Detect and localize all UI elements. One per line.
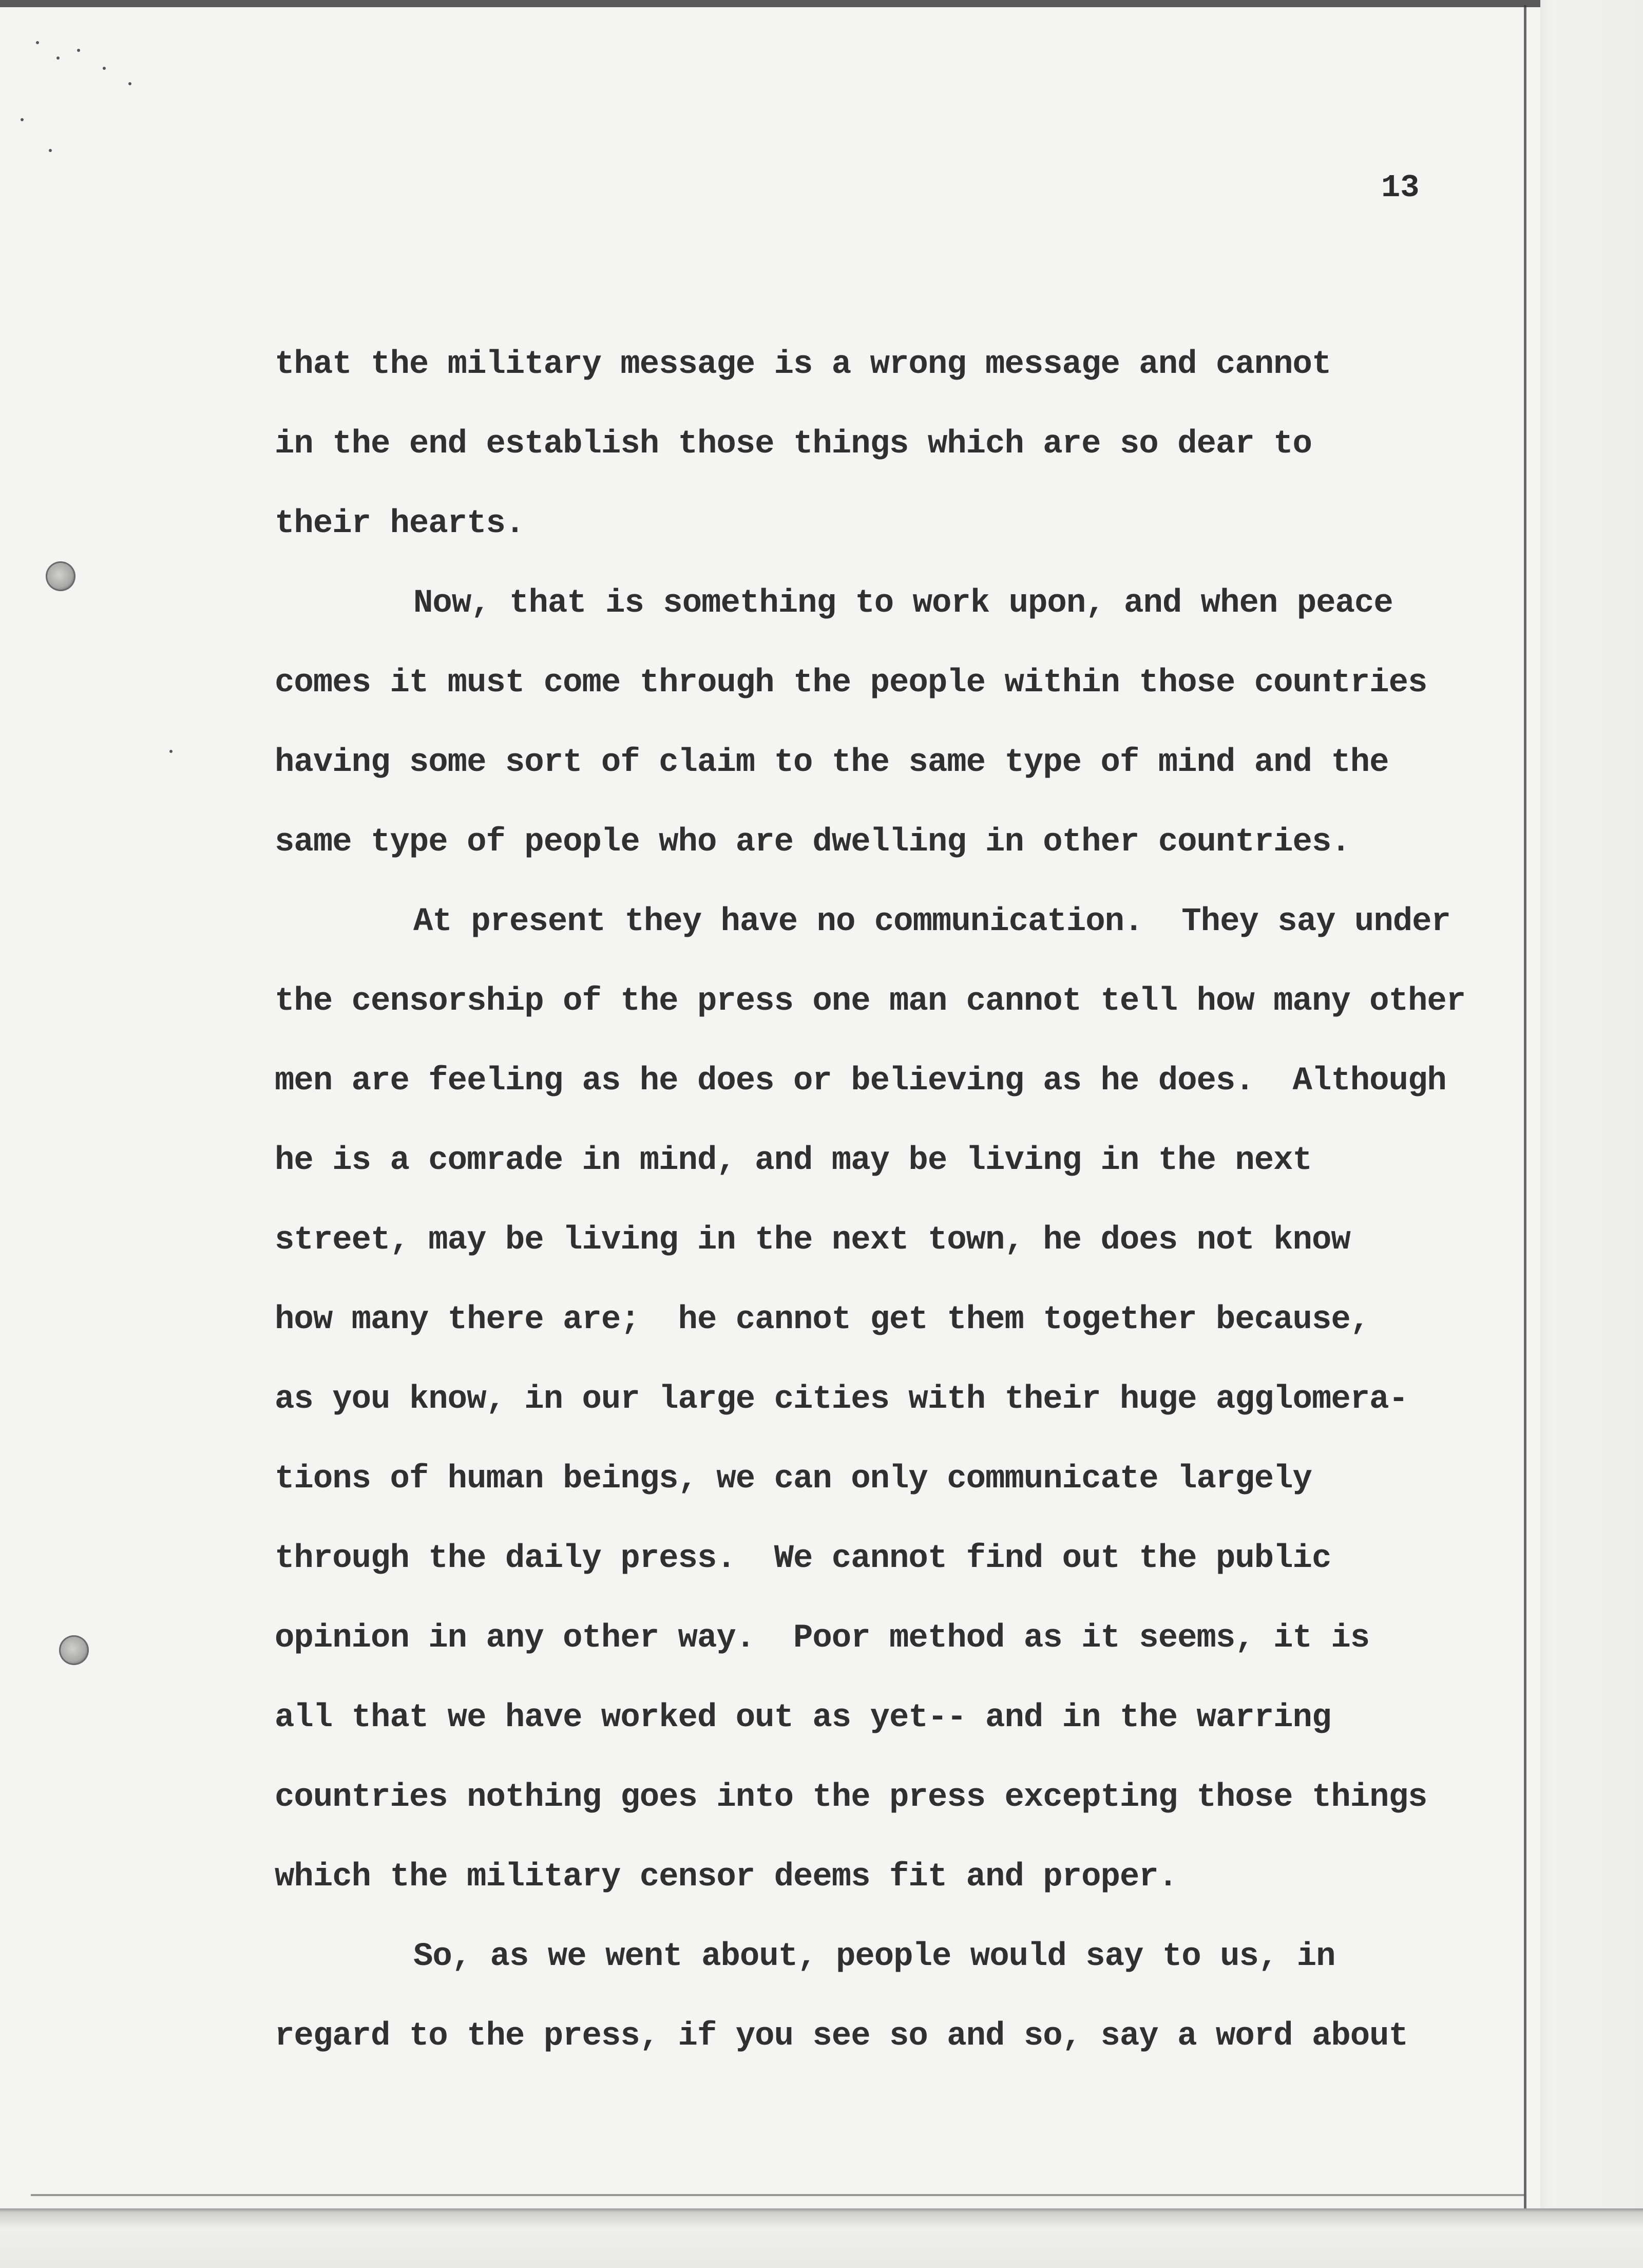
scan-bottom-edge-line	[31, 2194, 1525, 2196]
scan-right-margin	[1540, 0, 1643, 2268]
text-line: as you know, in our large cities with their huge agglomera-	[275, 1381, 1408, 1418]
text-line: how many there are; he cannot get them together because,	[275, 1301, 1370, 1338]
text-line: same type of people who are dwelling in other countries.	[275, 824, 1350, 861]
text-line: the censorship of the press one man cannot tell how many other	[275, 983, 1466, 1020]
text-line: opinion in any other way. Poor method as it seems, it is	[275, 1620, 1370, 1657]
scan-speck	[128, 82, 131, 85]
text-line: Now, that is something to work upon, and when peace	[413, 585, 1393, 622]
text-line: through the daily press. We cannot find out the public	[275, 1540, 1331, 1577]
typewritten-body	[275, 339, 1517, 2090]
text-line: all that we have worked out as yet-- and in the warring	[275, 1699, 1331, 1736]
scan-speck	[169, 750, 173, 753]
scan-top-edge	[0, 0, 1643, 7]
text-line: countries nothing goes into the press excepting those things	[275, 1779, 1427, 1816]
text-line: street, may be living in the next town, he does not know	[275, 1222, 1350, 1259]
text-line: At present they have no communication. They say under	[413, 903, 1450, 940]
text-line: that the military message is a wrong message and cannot	[275, 346, 1331, 383]
scan-speck	[21, 118, 24, 121]
punch-hole-top	[46, 561, 75, 591]
text-line: So, as we went about, people would say to us, in	[413, 1938, 1335, 1975]
text-line: which the military censor deems fit and proper.	[275, 1859, 1178, 1896]
text-line: tions of human beings, we can only communicate largely	[275, 1461, 1312, 1498]
scan-speck	[56, 56, 60, 60]
text-line: comes it must come through the people within those countries	[275, 665, 1427, 702]
scan-speck	[49, 149, 52, 152]
text-line: he is a comrade in mind, and may be living in the next	[275, 1142, 1312, 1179]
text-line: men are feeling as he does or believing as he does. Although	[275, 1063, 1446, 1100]
scan-bottom-edge	[0, 2208, 1643, 2268]
text-line: having some sort of claim to the same type of mind and the	[275, 744, 1389, 781]
scan-speck	[103, 67, 106, 70]
scan-speck	[36, 41, 39, 44]
page-number: 13	[1381, 169, 1420, 206]
text-line: their hearts.	[275, 505, 525, 542]
punch-hole-bottom	[59, 1635, 89, 1665]
scan-speck	[77, 49, 80, 52]
text-line: regard to the press, if you see so and so, say a word about	[275, 2018, 1408, 2055]
scan-right-edge-line	[1524, 5, 1526, 2214]
text-line: in the end establish those things which are so dear to	[275, 426, 1312, 463]
